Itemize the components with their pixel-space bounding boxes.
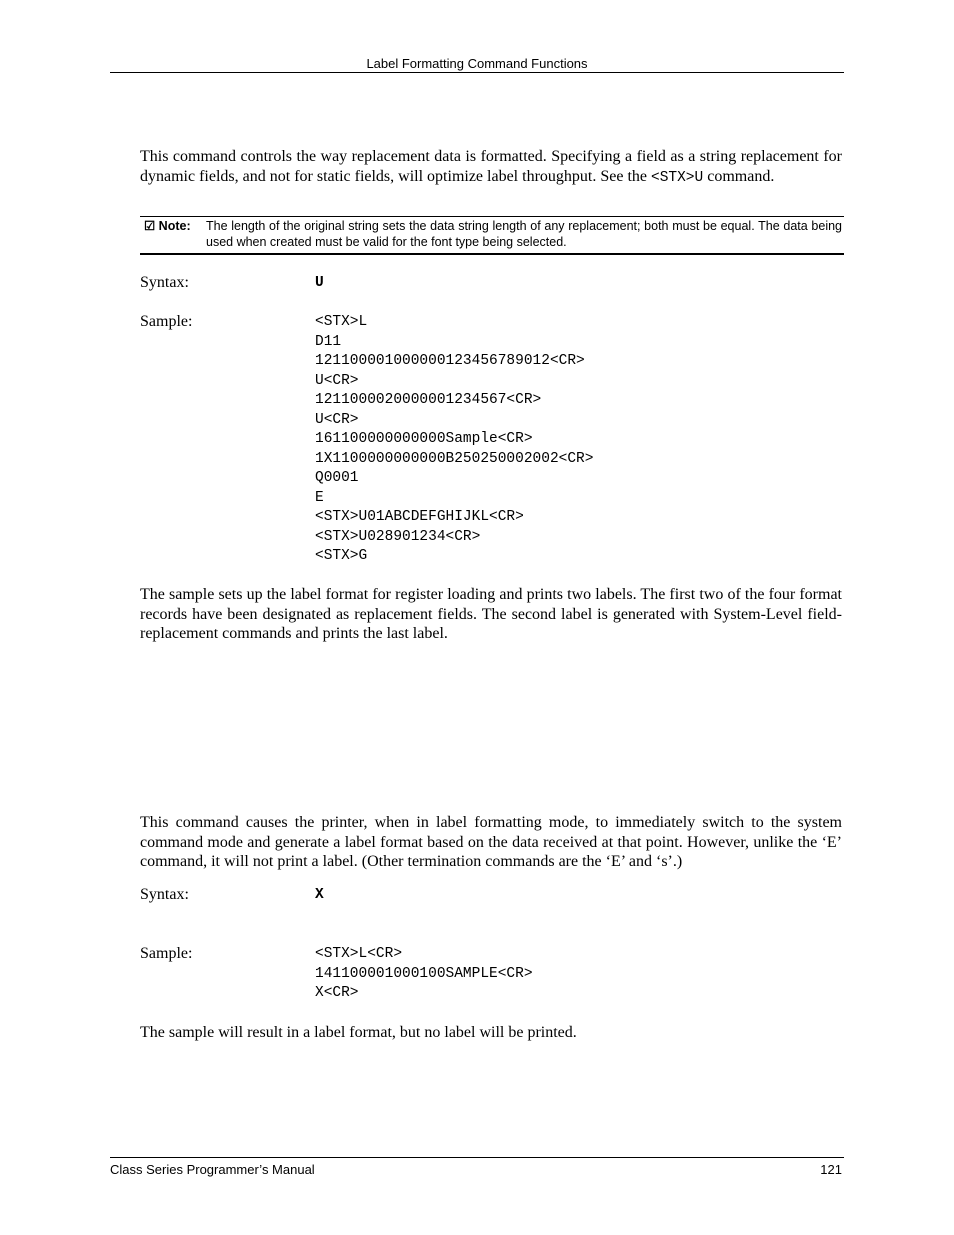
intro-code: <STX>U — [651, 169, 704, 186]
sample-code-x — [315, 945, 533, 1004]
footer-title: Class Series Programmer’s Manual — [110, 1162, 315, 1177]
note-box — [140, 216, 844, 255]
header-rule — [110, 72, 844, 73]
syntax-label-x: Syntax: — [140, 886, 189, 903]
section-u-intro — [140, 147, 842, 188]
code-line: U<CR> — [315, 411, 359, 428]
code-line: 161100000000000Sample<CR> — [315, 431, 533, 447]
section-x-intro: This command causes the printer, when in label formatting mode, to immediately switch to the system command mode and generate a label format based on the data received at that point. However, unlike the ‘E’ command, it will not print a label. (Other termination commands are the ‘E’ and ‘s’.) — [140, 814, 842, 870]
section-u-explanation: The sample sets up the label format for register loading and prints two labels. The first two of the four format records have been designated as replacement fields. The second label is generated with System-Level field-replacement commands and prints the last label. — [140, 586, 842, 642]
code-line: D11 — [315, 333, 342, 350]
sample-label-x: Sample: — [140, 945, 193, 962]
note-label: ☑ Note: — [144, 219, 191, 233]
code-line: <STX>L — [315, 314, 368, 330]
code-line: X<CR> — [315, 985, 359, 1001]
code-line: <STX>G — [315, 548, 368, 564]
syntax-label-u: Syntax: — [140, 274, 189, 291]
code-line: 1X1100000000000B250250002002<CR> — [315, 450, 594, 467]
page-number: 121 — [820, 1162, 842, 1177]
code-line: U<CR> — [315, 372, 359, 389]
code-line: 121100001000000123456789012<CR> — [315, 353, 585, 369]
code-line: <STX>U028901234<CR> — [315, 528, 481, 545]
code-line: <STX>U01ABCDEFGHIJKL<CR> — [315, 509, 524, 525]
syntax-value-x: X — [315, 887, 324, 903]
code-line: Q0001 — [315, 470, 359, 486]
code-line: 141100001000100SAMPLE<CR> — [315, 965, 533, 982]
intro-text-1: This command controls the way replacement data is formatted. Specifying a field as a string replacement for dynamic fields, and not for static fields, will optimize label throughput. See the — [140, 148, 842, 185]
syntax-value-u: U — [315, 275, 324, 291]
footer-rule — [110, 1157, 844, 1158]
sample-label-u: Sample: — [140, 313, 193, 330]
code-line: E — [315, 489, 324, 506]
code-line: 1211000020000001234567<CR> — [315, 392, 542, 408]
running-header: Label Formatting Command Functions — [366, 56, 588, 71]
note-text: The length of the original string sets the data string length of any replacement; both must be equal. The data being used when created must be valid for the font type being selected. — [206, 219, 842, 249]
code-line: <STX>L<CR> — [315, 946, 403, 962]
section-x-explanation: The sample will result in a label format, but no label will be printed. — [140, 1024, 577, 1041]
sample-code-u — [315, 313, 593, 567]
intro-text-2: command. — [703, 167, 775, 185]
